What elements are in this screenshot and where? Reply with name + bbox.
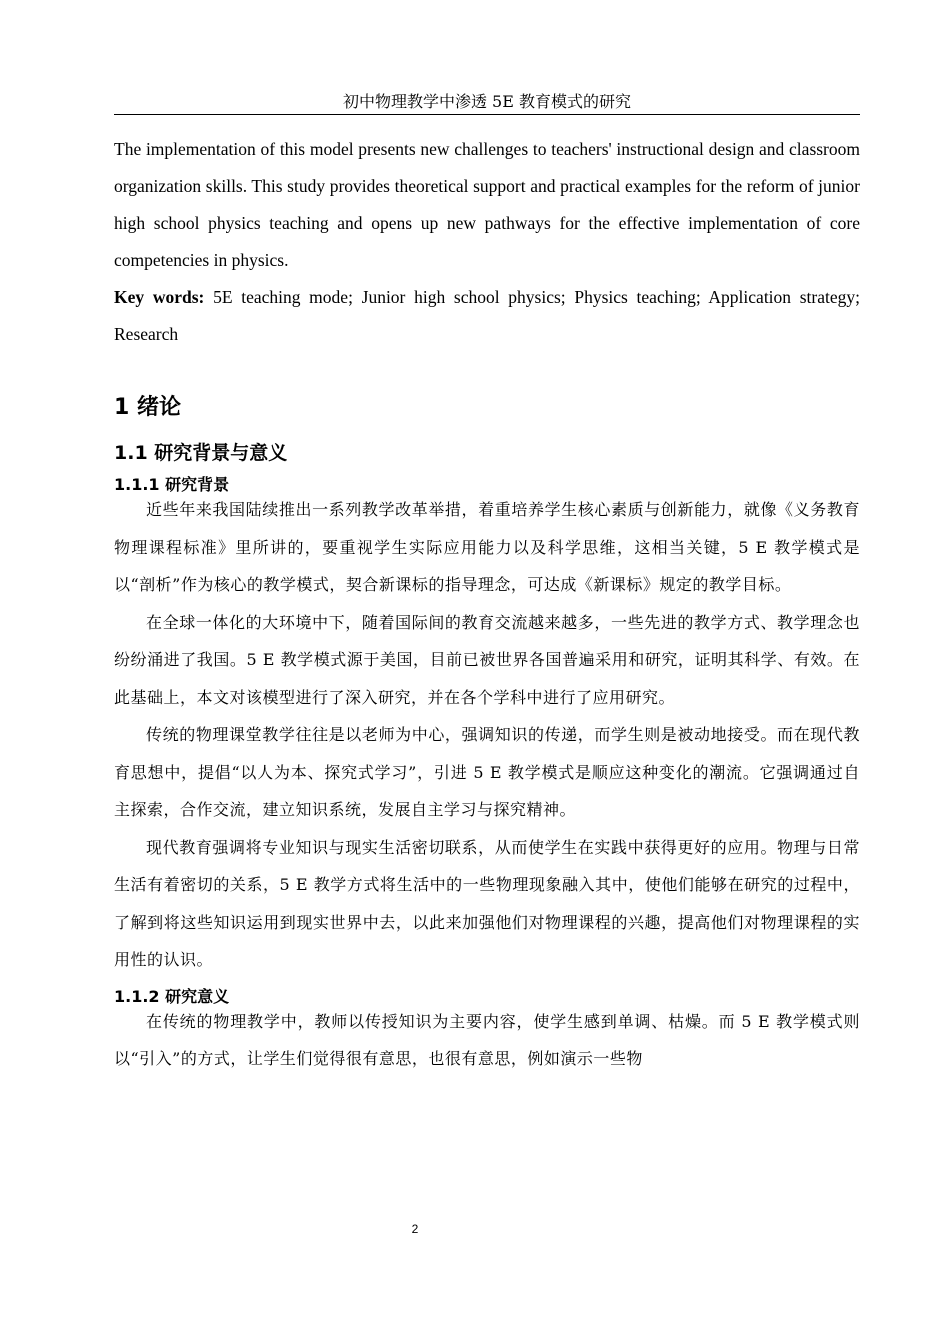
body-paragraph: 近些年来我国陆续推出一系列教学改革举措，着重培养学生核心素质与创新能力，就像《义务教育物理课程标准》里所讲的，要重视学生实际应用能力以及科学思维，这相当关键，5 E 教学模式是以“剖析”作为核心的教学模式，契合新课标的指导理念，可达成《新课标》规定的教学目标。 [114, 500, 860, 594]
keywords-line [114, 279, 860, 353]
body-paragraph: 现代教育强调将专业知识与现实生活密切联系，从而使学生在实践中获得更好的应用。物理与日常生活有着密切的关系，5 E 教学方式将生活中的一些物理现象融入其中，使他们能够在研究的过程中，了解到将这些知识运用到现实世界中去，以此来加强他们对物理课程的兴趣，提高他们对物理课程的实用性的认识。 [114, 837, 860, 969]
section-heading: 1.1 研究背景与意义 [114, 442, 288, 464]
page-number: 2 [411, 1222, 419, 1236]
page-content [114, 131, 860, 1078]
subsection-heading-significance: 1.1.2 研究意义 [114, 986, 230, 1006]
subsection-heading-background: 1.1.1 研究背景 [114, 475, 230, 494]
keywords-label: Key words: [114, 287, 205, 307]
keywords-text: 5E teaching mode; Junior high school physics; Physics teaching; Application strategy; Research [114, 287, 860, 344]
body-paragraph: 在传统的物理教学中，教师以传授知识为主要内容，使学生感到单调、枯燥。而 5 E 教学模式则以“引入”的方式，让学生们觉得很有意思，也很有意思，例如演示一些物 [114, 1011, 860, 1068]
running-header: 初中物理教学中渗透 5E 教育模式的研究 [114, 92, 860, 115]
body-paragraph: 在全球一体化的大环境中下，随着国际间的教育交流越来越多，一些先进的教学方式、教学理念也纷纷涌进了我国。5 E 教学模式源于美国，目前已被世界各国普遍采用和研究，证明其科学、有效。在此基础上，本文对该模型进行了深入研究，并在各个学科中进行了应用研究。 [114, 612, 860, 707]
chapter-heading: 1 绪论 [114, 395, 181, 420]
body-paragraph: 传统的物理课堂教学往往是以老师为中心，强调知识的传递，而学生则是被动地接受。而在现代教育思想中，提倡“以人为本、探究式学习”，引进 5 E 教学模式是顺应这种变化的潮流。它强调通过自主探索，合作交流，建立知识系统，发展自主学习与探究精神。 [114, 725, 860, 819]
abstract-paragraph: The implementation of this model presents new challenges to teachers' instructional design and classroom organization skills. This study provides theoretical support and practical examples for the reform of junior high school physics teaching and opens up new pathways for the effective implementation of core competencies in physics. [114, 139, 860, 270]
